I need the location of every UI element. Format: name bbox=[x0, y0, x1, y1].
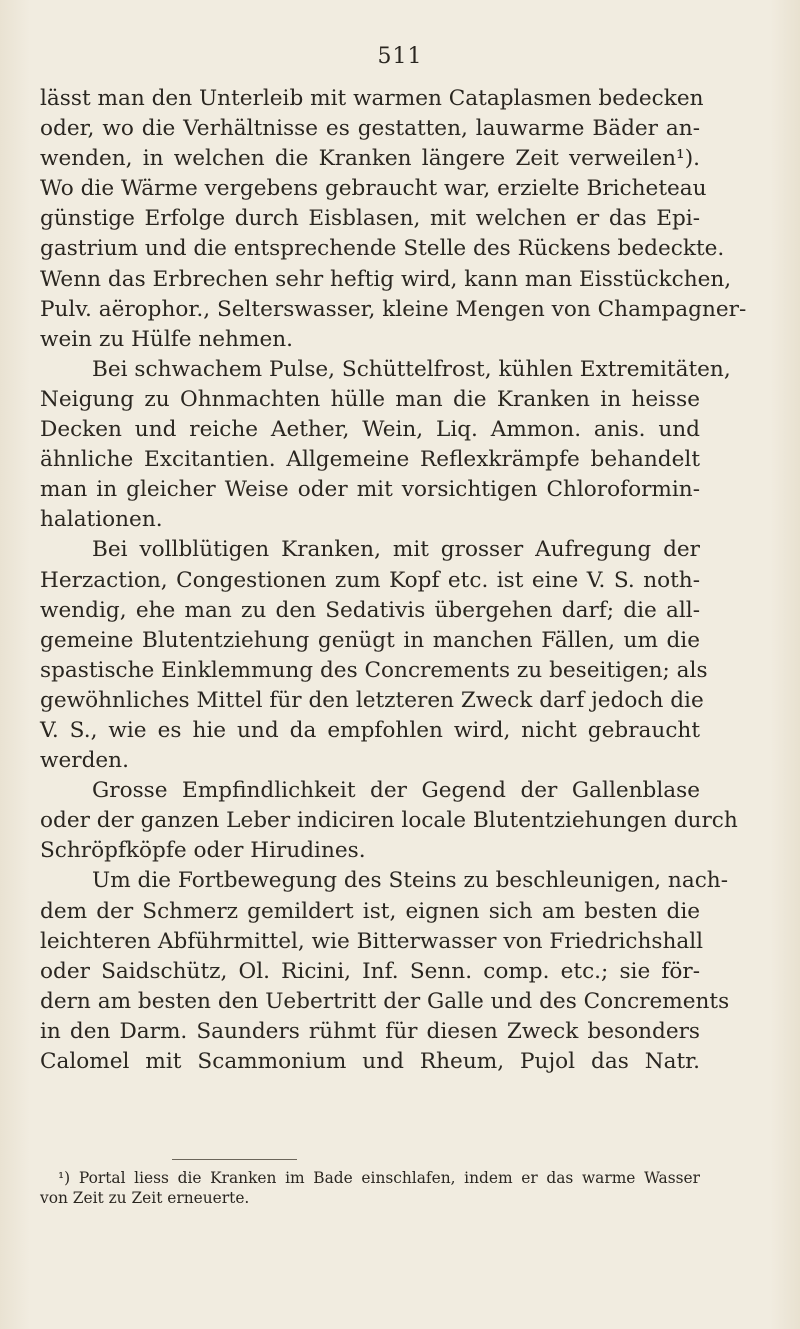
text-line: oder Saidschütz, Ol. Ricini, Inf. Senn. comp. etc.; sie för- bbox=[40, 958, 700, 984]
paragraph-3 bbox=[40, 535, 708, 776]
text-line: Grosse Empfindlichkeit der Gegend der Gallenblase bbox=[92, 778, 700, 804]
text-line: Calomel mit Scammonium und Rheum, Pujol das Natr. bbox=[40, 1049, 700, 1074]
text-line: wein zu Hülfe nehmen. bbox=[40, 326, 293, 352]
footnote-line: von Zeit zu Zeit erneuerte. bbox=[40, 1189, 250, 1207]
text-line: dem der Schmerz gemildert ist, eignen sich am besten die bbox=[40, 898, 700, 924]
text-line: man in gleicher Weise oder mit vorsichtigen Chloroformin- bbox=[40, 477, 700, 503]
text-line: ähnliche Excitantien. Allgemeine Reflexkrämpfe behandelt bbox=[40, 447, 700, 473]
text-line: oder, wo die Verhältnisse es gestatten, lauwarme Bäder an- bbox=[40, 116, 700, 142]
text-line: wendig, ehe man zu den Sedativis übergehen darf; die all- bbox=[40, 597, 700, 623]
text-line: Bei schwachem Pulse, Schüttelfrost, kühlen Extremitäten, bbox=[92, 356, 731, 382]
paragraph-5 bbox=[40, 866, 730, 1077]
text-line: Um die Fortbewegung des Steins zu beschleunigen, nach- bbox=[92, 868, 729, 894]
body-text bbox=[40, 84, 747, 1077]
text-line: gewöhnliches Mittel für den letzteren Zweck darf jedoch die bbox=[40, 687, 704, 713]
text-line: Decken und reiche Aether, Wein, Liq. Ammon. anis. und bbox=[40, 417, 700, 443]
text-line: wenden, in welchen die Kranken längere Zeit verweilen¹). bbox=[40, 146, 700, 172]
text-line: günstige Erfolge durch Eisblasen, mit welchen er das Epi- bbox=[40, 206, 700, 232]
text-line: gemeine Blutentziehung genügt in manchen Fällen, um die bbox=[40, 627, 700, 653]
text-line: Bei vollblütigen Kranken, mit grosser Aufregung der bbox=[92, 537, 700, 563]
text-line: dern am besten den Uebertritt der Galle und des Concrements bbox=[40, 988, 730, 1014]
footnote-divider bbox=[172, 1159, 297, 1160]
text-line: werden. bbox=[40, 748, 129, 774]
paragraph-4 bbox=[40, 776, 738, 866]
footnote-line: ¹) Portal liess die Kranken im Bade einschlafen, indem er das warme Wasser bbox=[58, 1169, 700, 1187]
text-line: lässt man den Unterleib mit warmen Cataplasmen bedecken bbox=[40, 86, 704, 111]
text-line: Herzaction, Congestionen zum Kopf etc. ist eine V. S. noth- bbox=[40, 567, 700, 593]
text-line: V. S., wie es hie und da empfohlen wird, nicht gebraucht bbox=[40, 717, 700, 743]
footnote bbox=[40, 1168, 700, 1208]
text-line: Pulv. aërophor., Selterswasser, kleine Mengen von Champagner- bbox=[40, 296, 747, 322]
text-line: spastische Einklemmung des Concrements zu beseitigen; als bbox=[40, 657, 708, 683]
paragraph-1 bbox=[40, 84, 747, 355]
text-line: Wenn das Erbrechen sehr heftig wird, kann man Eisstückchen, bbox=[40, 266, 732, 292]
paragraph-2 bbox=[40, 355, 731, 536]
text-line: Schröpfköpfe oder Hirudines. bbox=[40, 838, 366, 864]
text-line: halationen. bbox=[40, 507, 163, 533]
text-line: leichteren Abführmittel, wie Bitterwasser von Friedrichshall bbox=[40, 928, 704, 954]
text-line: oder der ganzen Leber indiciren locale Blutentziehungen durch bbox=[40, 808, 738, 834]
text-line: Wo die Wärme vergebens gebraucht war, erzielte Bricheteau bbox=[40, 176, 707, 202]
text-line: Neigung zu Ohnmachten hülle man die Kranken in heisse bbox=[40, 386, 700, 412]
text-line: gastrium und die entsprechende Stelle des Rückens bedeckte. bbox=[40, 236, 725, 262]
text-line: in den Darm. Saunders rühmt für diesen Zweck besonders bbox=[40, 1018, 700, 1044]
page-number: 511 bbox=[377, 44, 423, 69]
